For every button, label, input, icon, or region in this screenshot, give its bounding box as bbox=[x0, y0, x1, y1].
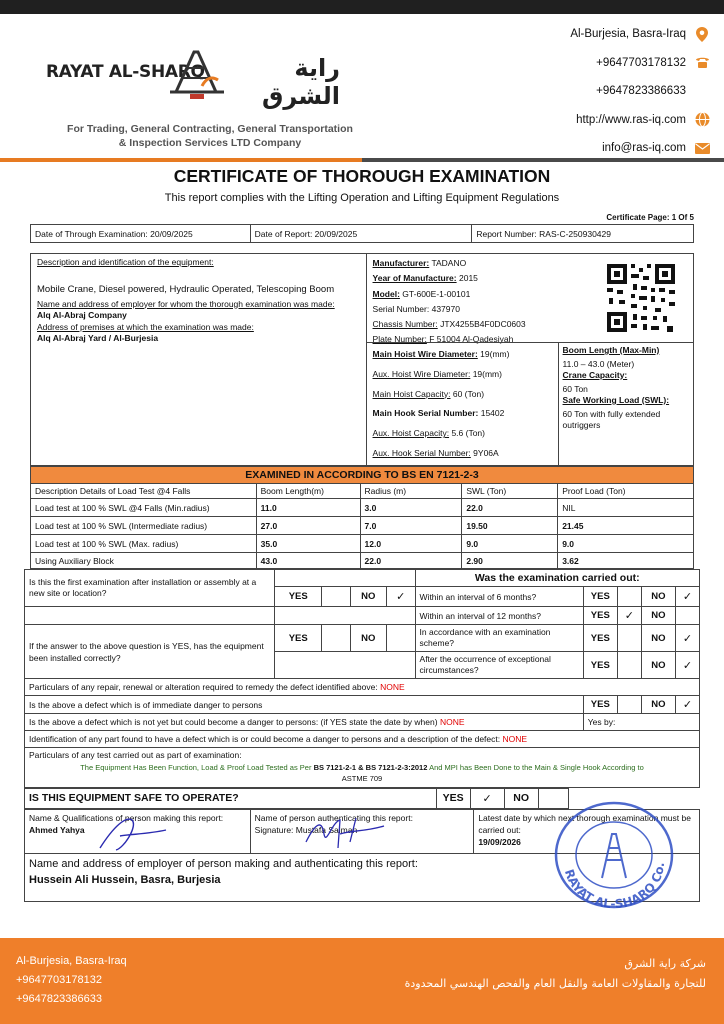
examination-questions-table bbox=[24, 569, 700, 788]
contact-phone-2 bbox=[470, 77, 710, 106]
interval-6-months: Within an interval of 6 months? bbox=[415, 587, 583, 607]
certificate-page: Certificate Page: 1 Of 5 bbox=[606, 213, 694, 222]
carried-out-heading: Was the examination carried out: bbox=[415, 570, 699, 587]
test-text-b: BS 7121-2-1 & BS 7121-2-3:2012 bbox=[313, 762, 428, 772]
test-text-c: And MPI has Been Done to the Main & Single Hook According to bbox=[429, 762, 644, 772]
boom-specs bbox=[559, 342, 694, 465]
equipment-section bbox=[30, 253, 694, 466]
company-subtitle-line-1: For Trading, General Contracting, General Transportation bbox=[67, 123, 353, 135]
c3-yes-label: YES bbox=[583, 625, 617, 652]
logo-text-en: RAYAT AL-SHARQ bbox=[46, 62, 205, 82]
employer-auth-label: Name and address of employer of person making and authenticating this report: bbox=[29, 857, 418, 870]
table-cell: 3.62 bbox=[558, 553, 694, 569]
aux-wire-label: Aux. Hoist Wire Diameter: bbox=[372, 368, 471, 379]
c2-yes-label: YES bbox=[583, 607, 617, 625]
report-number: Report Number: RAS-C-250930429 bbox=[472, 225, 694, 243]
aux-cap-label: Aux. Hoist Capacity: bbox=[372, 428, 450, 439]
phone-2-text: +9647823386633 bbox=[596, 85, 686, 98]
phone-2-spacer bbox=[694, 83, 710, 99]
document-subtitle: This report complies with the Lifting Operation and Lifting Equipment Regulations bbox=[164, 192, 560, 204]
c2-yes-checkbox[interactable]: ✓ bbox=[617, 607, 641, 625]
desc-value: Mobile Crane, Diesel powered, Hydraulic Operated, Telescoping Boom bbox=[37, 283, 335, 295]
q2-no-box[interactable] bbox=[386, 625, 415, 652]
chassis-label: Chassis Number: bbox=[372, 319, 438, 330]
row-spacer-2 bbox=[275, 607, 415, 625]
test-text-a: The Equipment Has Been Function, Load & Proof Load Tested as Per bbox=[80, 762, 312, 772]
col-radius: Radius (m) bbox=[360, 484, 462, 499]
repair-label: Particulars of any repair, renewal or alteration required to remedy the defect identified above: bbox=[29, 682, 378, 692]
table-cell: 35.0 bbox=[256, 535, 360, 553]
table-cell: 9.0 bbox=[462, 535, 558, 553]
email-link[interactable]: info@ras-iq.com bbox=[602, 142, 686, 155]
crane-cap-label: Crane Capacity: bbox=[562, 370, 628, 380]
footer-company-desc-ar: للتجارة والمقاولات العامة والنقل العام والفحص الهندسي المحدودة bbox=[404, 977, 706, 990]
model-value: GT-600E-1-00101 bbox=[402, 288, 471, 299]
table-cell: 21.45 bbox=[558, 517, 694, 535]
manufacturer-label: Manufacturer: bbox=[372, 258, 430, 268]
signature-maker bbox=[96, 812, 176, 856]
q1-yes-box[interactable] bbox=[322, 587, 351, 607]
danger-yes-box[interactable] bbox=[617, 696, 641, 714]
installed-correctly-question: If the answer to the above question is YES, has the equipment been installed correctly? bbox=[25, 625, 275, 679]
col-swl: SWL (Ton) bbox=[462, 484, 558, 499]
company-subtitle-line-2: & Inspection Services LTD Company bbox=[118, 137, 302, 149]
c3-no-checkbox[interactable]: ✓ bbox=[675, 625, 699, 652]
table-row bbox=[31, 553, 694, 569]
aux-wire-line bbox=[373, 365, 552, 385]
boom-value: 11.0 – 43.0 (Meter) bbox=[562, 358, 635, 369]
main-hook-label: Main Hook Serial Number: bbox=[372, 408, 479, 419]
address-text: Al-Burjesia, Basra-Iraq bbox=[570, 28, 686, 41]
not-yet-label: Is the above a defect which is not yet but could become a danger to persons: (if YES state the date by when) bbox=[29, 717, 438, 727]
col-proof-load: Proof Load (Ton) bbox=[558, 484, 694, 499]
serial-value: 437970 bbox=[431, 303, 460, 314]
contact-website[interactable] bbox=[470, 106, 710, 135]
header-divider-left bbox=[0, 158, 362, 162]
maker-name: Ahmed Yahya bbox=[29, 824, 85, 835]
not-yet-value: NONE bbox=[439, 717, 465, 727]
c1-yes-box[interactable] bbox=[617, 587, 641, 607]
table-cell: Load test at 100 % SWL (Intermediate radius) bbox=[31, 517, 257, 535]
c4-no-label: NO bbox=[641, 652, 675, 679]
test-label: Particulars of any test carried out as part of examination: bbox=[29, 750, 242, 760]
q1-no-label: NO bbox=[350, 587, 386, 607]
aux-wire-value: 19(mm) bbox=[472, 368, 502, 379]
premises-label: Address of premises at which the examination was made: bbox=[37, 321, 254, 332]
first-exam-question: Is this the first examination after installation or assembly at a new site or location? bbox=[25, 570, 275, 607]
model-line bbox=[373, 287, 526, 302]
footer-phone-2: +9647823386633 bbox=[16, 993, 102, 1005]
c2-no-label: NO bbox=[641, 607, 675, 625]
year-line bbox=[373, 271, 526, 286]
aux-hook-value: 9Y06A bbox=[473, 447, 499, 458]
table-cell: NIL bbox=[558, 499, 694, 517]
certificate-body bbox=[30, 224, 694, 569]
c3-yes-box[interactable] bbox=[617, 625, 641, 652]
equipment-description-cell bbox=[31, 254, 367, 466]
danger-no-label: NO bbox=[641, 696, 675, 714]
table-cell: 27.0 bbox=[256, 517, 360, 535]
page-footer bbox=[0, 938, 724, 1024]
row-spacer-3 bbox=[275, 652, 415, 679]
auth-label: Name of person authenticating this report: bbox=[254, 812, 413, 823]
c4-yes-box[interactable] bbox=[617, 652, 641, 679]
c4-yes-label: YES bbox=[583, 652, 617, 679]
equipment-specs bbox=[373, 256, 526, 348]
employer-label: Name and address of employer for whom the thorough examination was made: bbox=[37, 298, 335, 309]
mail-icon bbox=[694, 140, 710, 156]
c3-no-label: NO bbox=[641, 625, 675, 652]
desc-label: Description and identification of the equipment: bbox=[37, 257, 214, 267]
table-cell: 12.0 bbox=[360, 535, 462, 553]
table-cell: 19.50 bbox=[462, 517, 558, 535]
phone-icon bbox=[694, 55, 710, 71]
phone-1-text: +9647703178132 bbox=[596, 56, 686, 69]
main-cap-label: Main Hoist Capacity: bbox=[372, 388, 451, 399]
yes-by-label: Yes by: bbox=[583, 714, 699, 731]
manufacturer-value: TADANO bbox=[431, 258, 467, 268]
table-row bbox=[31, 517, 694, 535]
immediate-danger-question: Is the above a defect which is of immediate danger to persons bbox=[25, 696, 584, 714]
table-cell: Load test at 100 % SWL (Max. radius) bbox=[31, 535, 257, 553]
footer-phone-1: +9647703178132 bbox=[16, 974, 102, 986]
main-cap-line bbox=[373, 385, 552, 405]
hoist-specs bbox=[367, 342, 559, 465]
test-particulars-row bbox=[25, 748, 700, 788]
table-cell: Load test at 100 % SWL @4 Falls (Min.radius) bbox=[31, 499, 257, 517]
svg-text:RAYAT AL-SHARQ Co. bbox=[562, 862, 667, 910]
identification-value: NONE bbox=[502, 734, 528, 744]
load-test-table bbox=[30, 466, 694, 569]
safe-no-label: NO bbox=[504, 788, 538, 808]
q2-yes-box[interactable] bbox=[322, 625, 351, 652]
col-boom-length: Boom Length(m) bbox=[256, 484, 360, 499]
boom-label: Boom Length (Max-Min) bbox=[562, 345, 660, 355]
manufacturer-line bbox=[373, 256, 526, 271]
table-cell: 9.0 bbox=[558, 535, 694, 553]
year-value: 2015 bbox=[458, 273, 478, 284]
table-cell: 2.90 bbox=[462, 553, 558, 569]
auth-value: Signature: Mustafa Salman bbox=[254, 824, 358, 835]
globe-icon bbox=[694, 112, 710, 128]
serial-line bbox=[373, 302, 526, 317]
main-wire-value: 19(mm) bbox=[480, 349, 510, 359]
table-cell: Using Auxiliary Block bbox=[31, 553, 257, 569]
table-cell: 22.0 bbox=[360, 553, 462, 569]
chassis-value: JTX4255B4F0DC0603 bbox=[440, 319, 526, 330]
q2-no-label: NO bbox=[350, 625, 386, 652]
document-title: CERTIFICATE OF THOROUGH EXAMINATION bbox=[173, 166, 551, 186]
premises-value: Alq Al-Abraj Yard / Al-Burjesia bbox=[37, 333, 159, 343]
repair-row bbox=[25, 679, 700, 696]
aux-hook-label: Aux. Hook Serial Number: bbox=[372, 447, 471, 458]
main-hook-value: 15402 bbox=[480, 408, 505, 419]
safe-question: IS THIS EQUIPMENT SAFE TO OPERATE? bbox=[25, 788, 437, 808]
table-cell: 11.0 bbox=[256, 499, 360, 517]
identification-label: Identification of any part found to have a defect which is or could become a danger to persons and a description of the defect: bbox=[29, 734, 501, 744]
c1-no-label: NO bbox=[641, 587, 675, 607]
footer-contact bbox=[16, 952, 127, 1009]
table-row bbox=[31, 499, 694, 517]
plate-value: F 51004 Al-Qadesiyah bbox=[429, 334, 514, 345]
main-hook-line bbox=[373, 404, 552, 424]
c2-no-box[interactable] bbox=[675, 607, 699, 625]
footer-company-ar bbox=[405, 954, 706, 994]
chassis-line bbox=[373, 317, 526, 332]
company-stamp bbox=[552, 800, 676, 910]
plate-label: Plate Number: bbox=[372, 334, 427, 345]
load-test-heading: EXAMINED IN ACCORDING TO BS EN 7121-2-3 bbox=[31, 467, 694, 484]
interval-12-months: Within an interval of 12 months? bbox=[415, 607, 583, 625]
safe-yes-checkbox[interactable]: ✓ bbox=[470, 788, 504, 808]
crane-cap-value: 60 Ton bbox=[562, 383, 588, 394]
examination-scheme: In accordance with an examination scheme? bbox=[415, 625, 583, 652]
exam-date: Date of Through Examination: 20/09/2025 bbox=[31, 225, 251, 243]
table-cell: 43.0 bbox=[256, 553, 360, 569]
main-wire-line bbox=[373, 345, 552, 365]
swl-label: Safe Working Load (SWL): bbox=[562, 395, 670, 405]
year-label: Year of Manufacture: bbox=[372, 273, 457, 284]
top-bar bbox=[0, 0, 724, 14]
q2-yes-label: YES bbox=[275, 625, 322, 652]
footer-company-name-ar: شركة راية الشرق bbox=[624, 957, 706, 970]
logo-text-ar: راية الشرق bbox=[261, 54, 340, 110]
swl-value: 60 Ton with fully extended outriggers bbox=[562, 408, 661, 430]
table-cell: 7.0 bbox=[360, 517, 462, 535]
model-label: Model: bbox=[372, 288, 400, 299]
q1-no-checkbox[interactable]: ✓ bbox=[386, 587, 415, 607]
c1-yes-label: YES bbox=[583, 587, 617, 607]
next-date: 19/09/2026 bbox=[478, 836, 521, 847]
contact-block bbox=[470, 20, 710, 163]
employer-value: Alq Al-Abraj Company bbox=[37, 310, 127, 320]
test-text-d: ASTME 709 bbox=[341, 774, 383, 783]
table-cell: 3.0 bbox=[360, 499, 462, 517]
q1-yes-label: YES bbox=[275, 587, 322, 607]
danger-no-checkbox[interactable]: ✓ bbox=[675, 696, 699, 714]
next-label: Latest date by which next thorough examination must be carried out: bbox=[478, 812, 691, 835]
footer-address: Al-Burjesia, Basra-Iraq bbox=[16, 955, 127, 967]
table-row bbox=[31, 535, 694, 553]
company-subtitle bbox=[40, 122, 380, 150]
qr-code-icon[interactable] bbox=[605, 262, 677, 334]
q1-spacer bbox=[275, 570, 415, 587]
c1-no-checkbox[interactable]: ✓ bbox=[675, 587, 699, 607]
not-yet-danger-row bbox=[25, 714, 584, 731]
col-description: Description Details of Load Test @4 Falls bbox=[31, 484, 257, 499]
load-test-header-row bbox=[31, 484, 694, 499]
test-text bbox=[29, 762, 695, 785]
dates-row bbox=[30, 224, 694, 243]
location-pin-icon bbox=[694, 26, 710, 42]
employer-auth-value: Hussein Ali Hussein, Basra, Burjesia bbox=[29, 873, 221, 886]
identification-row bbox=[25, 731, 700, 748]
contact-address bbox=[470, 20, 710, 49]
header-divider-right bbox=[362, 158, 724, 162]
aux-hook-line bbox=[373, 444, 552, 464]
report-date: Date of Report: 20/09/2025 bbox=[250, 225, 472, 243]
main-wire-label: Main Hoist Wire Diameter: bbox=[372, 349, 478, 359]
row-spacer bbox=[25, 607, 275, 625]
table-cell: 22.0 bbox=[462, 499, 558, 517]
danger-yes-label: YES bbox=[583, 696, 617, 714]
main-cap-value: 60 (Ton) bbox=[452, 388, 485, 399]
safe-yes-label: YES bbox=[436, 788, 470, 808]
serial-label: Serial Number: bbox=[372, 303, 430, 314]
website-link[interactable]: http://www.ras-iq.com bbox=[576, 113, 686, 126]
c4-no-checkbox[interactable]: ✓ bbox=[675, 652, 699, 679]
aux-cap-value: 5.6 (Ton) bbox=[451, 428, 485, 439]
stamp-text: RAYAT AL-SHARQ Co. bbox=[561, 861, 668, 910]
oil-rig-icon bbox=[168, 48, 226, 100]
repair-value: NONE bbox=[380, 682, 405, 692]
maker-label: Name & Qualifications of person making this report: bbox=[29, 812, 224, 823]
signature-authenticator bbox=[300, 812, 390, 856]
equipment-details-cell bbox=[366, 254, 693, 466]
contact-phone-1 bbox=[470, 49, 710, 78]
aux-cap-line bbox=[373, 424, 552, 444]
exceptional-circumstances: After the occurrence of exceptional circumstances? bbox=[415, 652, 583, 679]
